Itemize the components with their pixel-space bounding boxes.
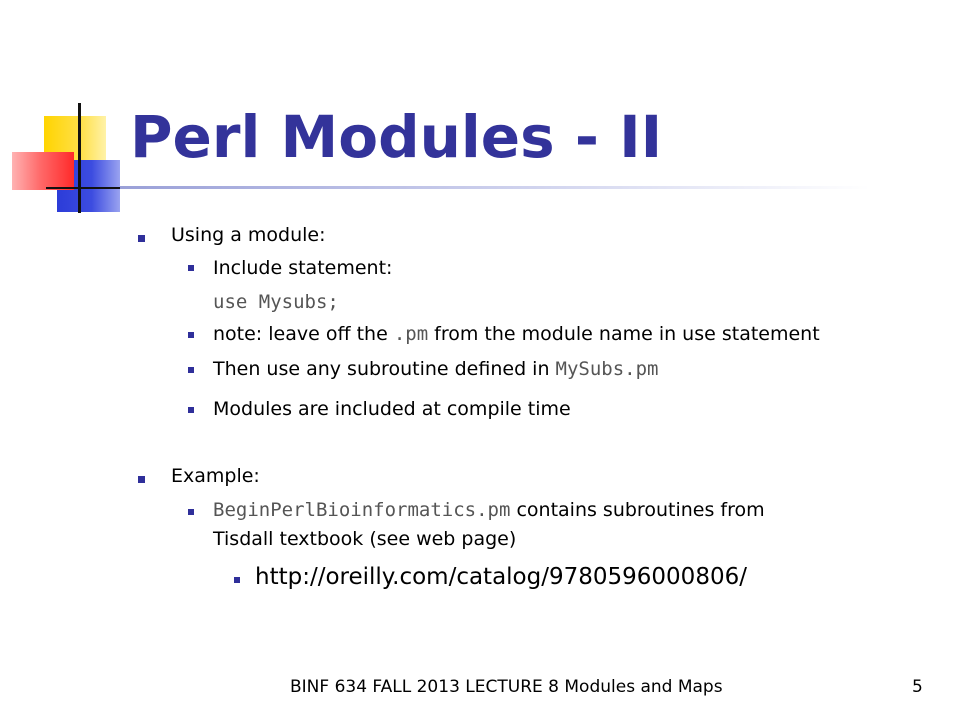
sub-bullet-begin-perl-continued: Tisdall textbook (see web page) — [213, 528, 517, 550]
note-text-b: from the module name in use statement — [428, 323, 820, 345]
sub-bullet-icon — [188, 367, 194, 373]
logo-red-square — [12, 152, 74, 190]
bullet-icon — [138, 235, 145, 242]
slide-title: Perl Modules - II — [130, 103, 663, 171]
sub-bullet-icon — [188, 332, 194, 338]
bullet-icon — [138, 476, 145, 483]
note-code-pm: .pm — [393, 323, 429, 345]
sub-bullet-icon — [188, 407, 194, 413]
title-underline — [120, 186, 870, 189]
sub-bullet-note — [213, 321, 820, 347]
page-number: 5 — [912, 677, 923, 697]
url-link[interactable]: http://oreilly.com/catalog/9780596000806/ — [255, 564, 747, 590]
bullet-using-module: Using a module: — [171, 224, 326, 246]
then-code-mysubs: MySubs.pm — [555, 358, 659, 380]
logo-horizontal-line — [46, 187, 120, 189]
sub-bullet-begin-perl — [213, 497, 765, 523]
bullet-example: Example: — [171, 465, 260, 487]
sub-bullet-then-use — [213, 356, 658, 382]
sub-bullet-icon — [188, 265, 194, 271]
then-text: Then use any subroutine defined in — [213, 358, 556, 380]
sub-sub-bullet-icon — [234, 577, 240, 583]
bpb-text-a: contains subroutines from — [510, 499, 765, 521]
sub-bullet-include-statement: Include statement: — [213, 257, 393, 279]
bpb-code: BeginPerlBioinformatics.pm — [213, 499, 511, 521]
logo-vertical-line — [78, 103, 81, 213]
slide-footer: BINF 634 FALL 2013 LECTURE 8 Modules and Maps — [290, 677, 723, 697]
sub-bullet-compile-time: Modules are included at compile time — [213, 398, 571, 420]
sub-bullet-icon — [188, 509, 194, 515]
code-use-mysubs: use Mysubs; — [213, 291, 339, 313]
note-text-a: note: leave off the — [213, 323, 394, 345]
